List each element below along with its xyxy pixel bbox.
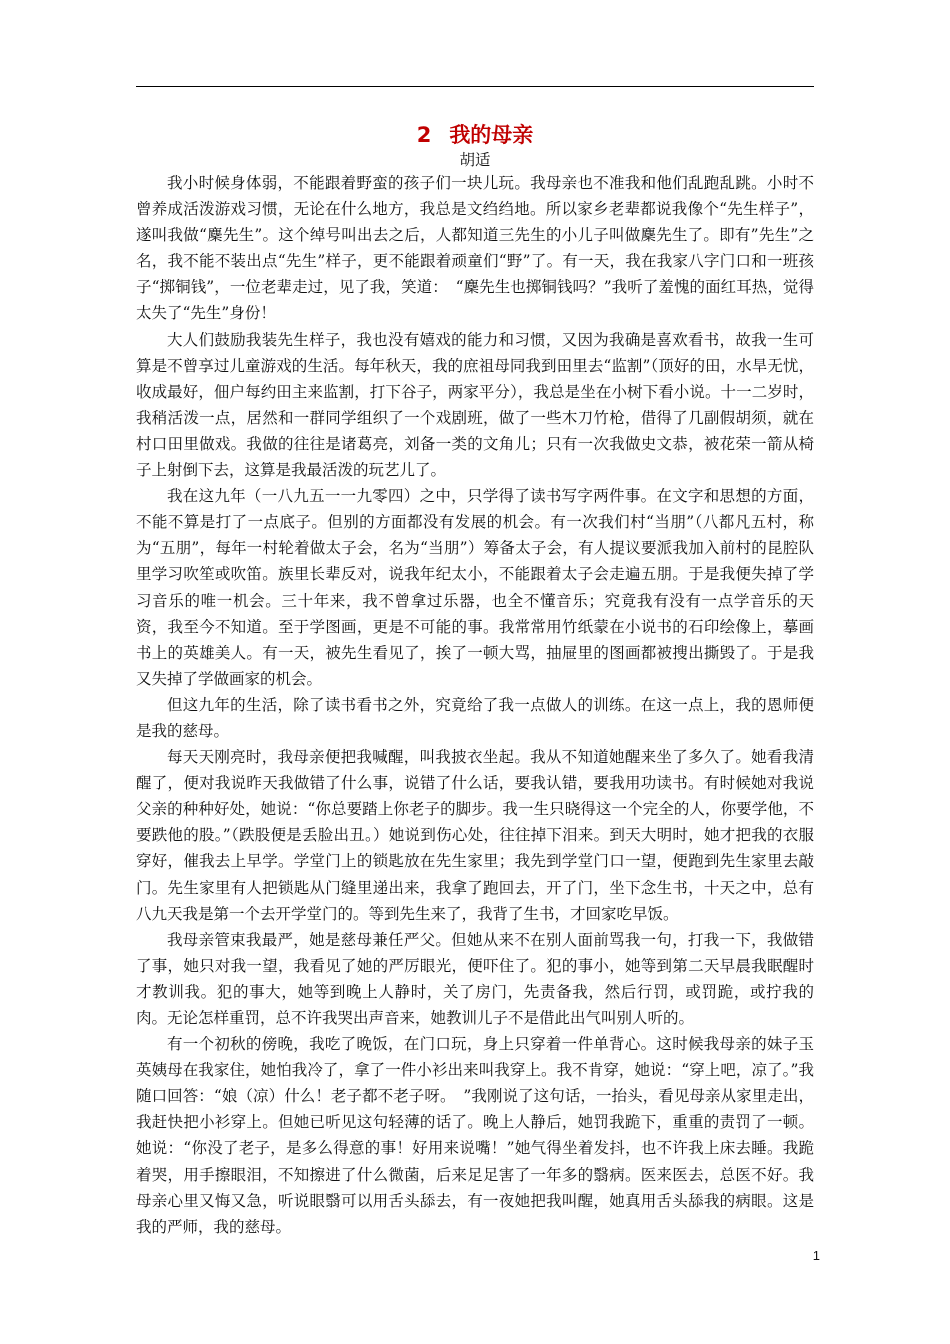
paragraph-1: 我小时候身体弱，不能跟着野蛮的孩子们一块儿玩。我母亲也不准我和他们乱跑乱跳。小时不曾养成活泼游戏习惯，无论在什么地方，我总是文绉绉地。所以家乡老辈都说我像个“先生样子”，遂叫我做“麇先生”。这个绰号叫出去之后，人都知道三先生的小儿子叫做麇先生了。即有”先生”之名，我不能不装出点“先生”样子，更不能跟着顽童们“野”了。有一天，我在我家八字门口和一班孩子“掷铜钱”，一位老辈走过，见了我，笑道： “麇先生也掷铜钱吗？”我听了羞愧的面红耳热，觉得太失了“先生”身份！ — [136, 174, 814, 323]
paragraph-5: 每天天刚亮时，我母亲便把我喊醒，叫我披衣坐起。我从不知道她醒来坐了多久了。她看我清醒了，便对我说昨天我做错了什么事，说错了什么话，要我认错，要我用功读书。有时候她对我说父亲的种种好处，她说：“你总要踏上你老子的脚步。我一生只晓得这一个完全的人，你要学他，不要跌他的股。”（跌股便是丢脸出丑。）她说到伤心处，往往掉下泪来。到天大明时，她才把我的衣服穿好，催我去上早学。学堂门上的锁匙放在先生家里；我先到学堂门口一望，便跑到先生家里去敲门。先生家里有人把锁匙从门缝里递出来，我拿了跑回去，开了门，坐下念生书，十天之中，总有八九天我是第一个去开学堂门的。等到先生来了，我背了生书，才回家吃早饭。 — [136, 748, 814, 923]
page-number: 1 — [812, 1248, 820, 1263]
chapter-number: 2 — [416, 123, 432, 147]
paragraph-7: 有一个初秋的傍晚，我吃了晚饭，在门口玩，身上只穿着一件单背心。这时候我母亲的妹子玉英姨母在我家住，她怕我冷了，拿了一件小衫出来叫我穿上。我不肯穿，她说：“穿上吧，凉了。”我随口回答：“娘（凉）什么！老子都不老子呀。 ”我刚说了这句话，一抬头，看见母亲从家里走出，我赶快把小衫穿上。但她已听见这句轻薄的话了。晚上人静后，她罚我跪下，重重的责罚了一顿。她说：“你没了老子，是多么得意的事！好用来说嘴！”她气得坐着发抖，也不许我上床去睡。我跪着哭，用手擦眼泪，不知擦进了什么微菌，后来足足害了一年多的翳病。医来医去，总医不好。我母亲心里又悔又急，听说眼翳可以用舌头舔去，有一夜她把我叫醒，她真用舌头舔我的病眼。这是我的严师，我的慈母。 — [136, 1035, 814, 1236]
paragraph-2: 大人们鼓励我装先生样子，我也没有嬉戏的能力和习惯，又因为我确是喜欢看书，故我一生可算是不曾享过儿童游戏的生活。每年秋天，我的庶祖母同我到田里去“监割”（顶好的田，水旱无忧，收成最好，佃户每约田主来监割，打下谷子，两家平分），我总是坐在小树下看小说。十一二岁时，我稍活泼一点，居然和一群同学组织了一个戏剧班，做了一些木刀竹枪，借得了几副假胡须，就在村口田里做戏。我做的往往是诸葛亮，刘备一类的文角儿；只有一次我做史文恭，被花荣一箭从椅子上射倒下去，这算是我最活泼的玩艺儿了。 — [136, 330, 814, 480]
author-name: 胡适 — [459, 151, 491, 169]
paragraph-4: 但这九年的生活，除了读书看书之外，究竟给了我一点做人的训练。在这一点上，我的恩师便是我的慈母。 — [136, 695, 814, 740]
paragraph-3: 我在这九年（一八九五一一九零四）之中，只学得了读书写字两件事。在文字和思想的方面，不能不算是打了一点底子。但别的方面都没有发展的机会。有一次我们村“当朋”（八都凡五村，称为“五朋”，每年一村轮着做太子会，名为“当朋”）筹备太子会，有人提议要派我加入前村的昆腔队里学习吹笙或吹笛。族里长辈反对，说我年纪太小，不能跟着太子会走遍五朋。于是我便失掉了学习音乐的唯一机会。三十年来，我不曾拿过乐器，也全不懂音乐；究竟我有没有一点学音乐的天资，我至今不知道。至于学图画，更是不可能的事。我常常用竹纸蒙在小说书的石印绘像上，摹画书上的英雄美人。有一天，被先生看见了，挨了一顿大骂，抽屉里的图画都被搜出撕毁了。于是我又失掉了学做画家的机会。 — [136, 487, 814, 688]
chapter-heading — [136, 120, 814, 150]
chapter-title: 我的母亲 — [449, 123, 534, 147]
article-body — [136, 170, 814, 1240]
paragraph-6: 我母亲管束我最严，她是慈母兼任严父。但她从来不在别人面前骂我一句，打我一下，我做错了事，她只对我一望，我看见了她的严厉眼光，便吓住了。犯的事小，她等到第二天早晨我眠醒时才教训我。犯的事大，她等到晚上人静时，关了房门，先责备我，然后行罚，或罚跪，或拧我的肉。无论怎样重罚，总不许我哭出声音来，她教训儿子不是借此出气叫别人听的。 — [136, 930, 814, 1027]
header-rule — [136, 86, 814, 87]
